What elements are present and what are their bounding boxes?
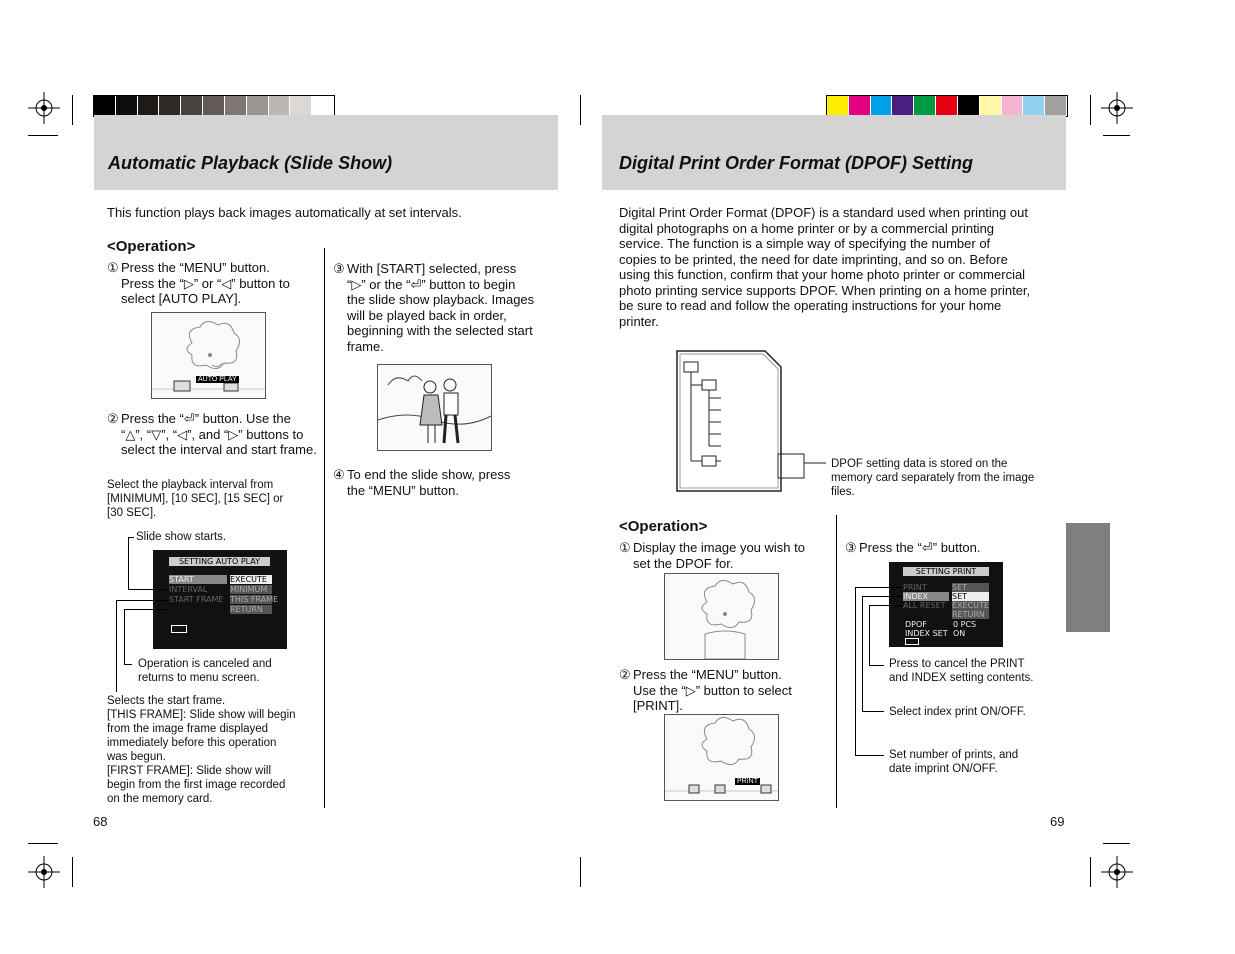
character-illustration (665, 574, 778, 659)
prints-note (889, 748, 1018, 776)
interval-note (107, 478, 283, 520)
info-label: INDEX SET (905, 629, 948, 638)
color-bar (826, 95, 1068, 117)
intro-line: copies to be printed, the need for date imprinting, and so on. Before (619, 251, 1008, 267)
step-line: the “MENU” button. (347, 482, 459, 498)
crop-line (28, 843, 58, 844)
note-line: from the image frame displayed (107, 723, 269, 735)
menu-value-set[interactable]: SET (952, 583, 989, 592)
memory-card-diagram (676, 348, 836, 493)
crop-line (580, 857, 581, 887)
step-number: ② (107, 411, 119, 426)
step-number: ③ (333, 261, 345, 276)
info-label: DPOF (905, 620, 927, 629)
callout-line (128, 537, 129, 589)
lcd-label: AUTO PLAY (198, 376, 237, 383)
note-line: and INDEX setting contents. (889, 672, 1034, 684)
operation-heading: <Operation> (107, 238, 196, 255)
crop-line (28, 135, 58, 136)
intro-line: service. The function is a simple way of specifying the number of (619, 236, 991, 251)
character-illustration (665, 715, 778, 800)
step-line: “△”, “▽”, “◁”, and “▷” buttons to (121, 426, 304, 442)
step-line: To end the slide show, press (347, 467, 511, 482)
callout-line (124, 664, 132, 665)
step-number: ④ (333, 467, 345, 482)
crop-line (1090, 95, 1091, 125)
color-swatch (936, 96, 958, 116)
step-line: beginning with the selected start (347, 323, 533, 338)
note-line: was begun. (107, 751, 166, 763)
page-title: Digital Print Order Format (DPOF) Setting (619, 153, 974, 173)
intro-line: photo printing service supports DPOF. When printing on a home printer, (619, 282, 1031, 298)
page-number: 68 (93, 814, 108, 829)
intro-line: digital photographs on a home printer or by a commercial printing (619, 220, 995, 236)
character-illustration (152, 313, 265, 398)
menu-item-index[interactable]: INDEX (903, 592, 949, 601)
menu-value-return[interactable]: RETURN (952, 610, 989, 619)
menu-value-execute[interactable]: EXECUTE (952, 601, 989, 610)
callout-line (869, 605, 870, 665)
color-swatch (94, 96, 116, 116)
registration-mark-bottom-left (28, 856, 60, 888)
color-swatch (914, 96, 936, 116)
color-swatch (116, 96, 138, 116)
color-swatch (892, 96, 914, 116)
color-swatch (203, 96, 225, 116)
menu-value-execute[interactable]: EXECUTE (230, 575, 272, 584)
color-swatch (159, 96, 181, 116)
page-title: Automatic Playback (Slide Show) (108, 153, 393, 173)
note-line: date imprint ON/OFF. (889, 763, 998, 775)
intro-line: printer. (619, 313, 659, 329)
lcd-screen-slideshow (377, 364, 492, 451)
couple-illustration (378, 365, 491, 450)
step-line: select the interval and start frame. (121, 442, 317, 457)
section-tab (1066, 523, 1110, 632)
step-line: set the DPOF for. (633, 555, 734, 571)
step-2 (619, 667, 829, 714)
color-swatch (269, 96, 291, 116)
operation-heading: <Operation> (619, 518, 708, 535)
note-line: [THIS FRAME]: Slide show will begin (107, 709, 296, 721)
color-swatch (980, 96, 1002, 116)
callout-line (862, 711, 884, 712)
battery-icon (905, 638, 919, 645)
color-swatch (247, 96, 269, 116)
callout-line (862, 596, 863, 711)
step-number: ② (619, 667, 631, 682)
menu-value-return[interactable]: RETURN (230, 605, 272, 614)
dpof-note (831, 457, 1034, 499)
crop-line (72, 857, 73, 887)
note-line: immediately before this operation (107, 737, 277, 749)
step-line: Press the “MENU” button. (121, 260, 270, 275)
callout-line (116, 600, 117, 692)
note-line: [MINIMUM], [10 SEC], [15 SEC] or (107, 493, 284, 505)
step-line: select [AUTO PLAY]. (121, 291, 242, 306)
menu-item-start-frame[interactable]: START FRAME (169, 595, 224, 604)
step-line: Use the “▷” button to select (633, 682, 792, 698)
menu-value-minimum[interactable]: MINIMUM (230, 585, 272, 594)
step-line: With [START] selected, press (347, 261, 517, 276)
note-line: Press to cancel the PRINT (889, 658, 1025, 670)
left-header (94, 115, 558, 190)
step-line: the slide show playback. Images (347, 292, 535, 307)
callout-line (128, 537, 134, 538)
info-value: ON (953, 629, 966, 638)
index-note: Select index print ON/OFF. (889, 706, 1026, 718)
crop-line (1103, 843, 1130, 844)
menu-value-set[interactable]: SET (952, 592, 989, 601)
step-line: will be played back in order, (347, 307, 507, 323)
registration-mark-bottom-right (1101, 856, 1133, 888)
step-line: Press the “MENU” button. (633, 667, 782, 682)
color-swatch (849, 96, 871, 116)
color-swatch (1023, 96, 1045, 116)
intro-line: using this function, confirm that your home photo printer or commercial (619, 267, 1026, 282)
note-line: returns to menu screen. (138, 672, 260, 684)
callout-line (862, 596, 903, 597)
step-line: “▷” or the “⏎” button to begin (347, 276, 516, 292)
menu-title: SETTING PRINT (903, 567, 989, 576)
folder-icon (684, 362, 698, 372)
menu-item-print[interactable]: PRINT (903, 583, 927, 592)
callout-line (855, 587, 903, 588)
color-swatch (1002, 96, 1024, 116)
dpof-intro (619, 205, 1059, 329)
color-swatch (290, 96, 312, 116)
callout-line (869, 665, 884, 666)
step-1 (107, 260, 317, 307)
step-line: [PRINT]. (633, 698, 683, 713)
color-swatch (138, 96, 160, 116)
callout-line (116, 600, 168, 601)
color-swatch (225, 96, 247, 116)
note-line: files. (831, 486, 855, 498)
grayscale-bar (93, 95, 335, 117)
color-swatch (871, 96, 893, 116)
note-line: on the memory card. (107, 793, 213, 805)
step-2 (107, 411, 322, 458)
right-header (602, 115, 1066, 190)
intro-line: Digital Print Order Format (DPOF) is a standard used when printing out (619, 205, 1028, 220)
color-swatch (827, 96, 849, 116)
step-number: ① (107, 260, 119, 275)
lcd-screen-image (664, 573, 779, 660)
column-divider (324, 248, 325, 808)
battery-icon (171, 625, 187, 633)
step-line: Press the “▷” or “◁” button to (121, 275, 290, 291)
registration-mark-top-left (28, 92, 60, 124)
callout-line (124, 609, 168, 610)
color-swatch (312, 96, 334, 116)
note-line: Set number of prints, and (889, 749, 1019, 761)
folder-icon (702, 380, 716, 390)
step-line: Press the “⏎” button. (859, 540, 981, 555)
note-line: [30 SEC]. (107, 507, 157, 519)
cancel-note (138, 657, 272, 685)
callout-line (124, 609, 125, 664)
start-frame-note (107, 694, 317, 806)
step-number: ① (619, 540, 631, 555)
callout-line (855, 587, 856, 755)
step-3 (845, 540, 1055, 556)
step-3 (333, 261, 548, 354)
folder-icon (702, 456, 716, 466)
note-line: memory card separately from the image (831, 472, 1035, 484)
note-line: Operation is canceled and (138, 658, 272, 670)
note-line: [FIRST FRAME]: Slide show will (107, 765, 272, 777)
crop-line (1090, 857, 1091, 887)
lcd-screen-print (664, 714, 779, 801)
step-1 (619, 540, 829, 571)
slide-starts-note: Slide show starts. (136, 531, 227, 543)
intro-line: be sure to read and follow the operating instructions for your home (619, 298, 1002, 313)
step-number: ③ (845, 540, 857, 555)
step-line: frame. (347, 338, 384, 354)
note-line: Select the playback interval from (107, 479, 274, 491)
menu-screen-auto-play (153, 550, 287, 649)
color-swatch (181, 96, 203, 116)
note-line: begin from the first image recorded (107, 779, 286, 791)
menu-value-this-frame[interactable]: THIS FRAME (230, 595, 279, 604)
column-divider (836, 515, 837, 808)
menu-item-all-reset[interactable]: ALL RESET (903, 601, 946, 610)
callout-line (128, 589, 168, 590)
step-4 (333, 467, 548, 498)
menu-screen-print (889, 562, 1003, 647)
step-line: Display the image you wish to (633, 540, 805, 555)
cancel-note (889, 657, 1033, 685)
menu-title: SETTING AUTO PLAY (169, 557, 270, 566)
crop-line (580, 95, 581, 125)
crop-line (1103, 135, 1130, 136)
menu-item-start[interactable]: START (169, 575, 227, 584)
menu-item-interval[interactable]: INTERVAL (169, 585, 208, 594)
note-line: DPOF setting data is stored on the (831, 458, 1008, 470)
lcd-label: PRINT (737, 778, 758, 785)
step-line: Press the “⏎” button. Use the (121, 411, 291, 426)
intro-text: This function plays back images automatically at set intervals. (107, 205, 462, 220)
note-line: Selects the start frame. (107, 695, 226, 707)
page-number: 69 (1050, 814, 1065, 829)
callout-line (869, 605, 903, 606)
callout-line (855, 755, 884, 756)
color-swatch (1045, 96, 1067, 116)
registration-mark-top-right (1101, 92, 1133, 124)
lcd-screen-auto-play (151, 312, 266, 399)
info-value: 0 PCS (953, 620, 977, 629)
crop-line (72, 95, 73, 125)
color-swatch (958, 96, 980, 116)
